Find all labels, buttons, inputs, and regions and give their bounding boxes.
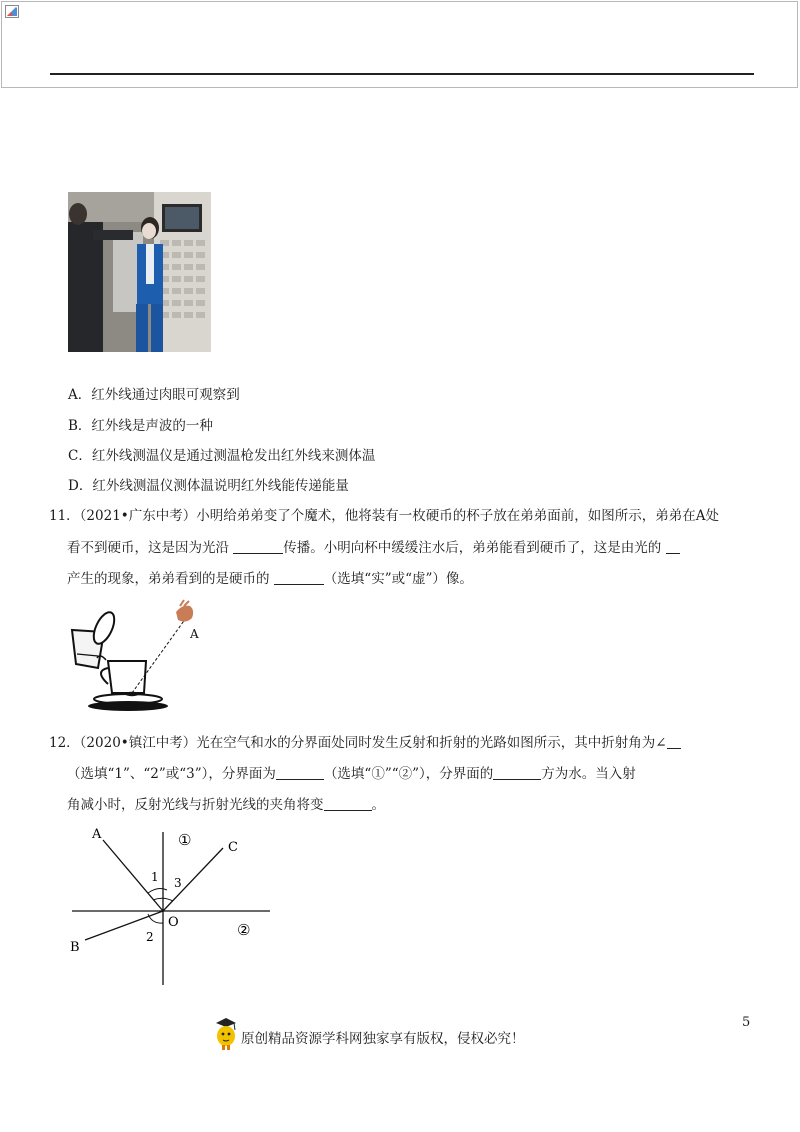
copyright-notice: 原创精品资源学科网独家享有版权，侵权必究！ [241, 1031, 525, 1047]
page-footer [213, 1017, 543, 1051]
answer-blank[interactable] [276, 765, 324, 780]
question-12-text: （选填“1”、“2”或“3”），分界面为 [67, 766, 276, 782]
answer-blank[interactable] [324, 796, 372, 811]
label-angle-1: 1 [151, 870, 159, 884]
header-rule [50, 73, 754, 75]
question-12-line-1 [49, 734, 681, 752]
question-12-line-2 [67, 765, 636, 783]
question-11-text: （选填“实”或“虚”）像。 [323, 571, 473, 587]
broken-image-icon [5, 5, 19, 18]
question-11-text: 产生的现象，弟弟看到的是硬币的 [67, 571, 274, 587]
answer-blank[interactable] [666, 539, 680, 554]
answer-blank[interactable] [493, 765, 541, 780]
question-12-line-3 [67, 796, 385, 814]
question-12-text: 12．（2020•镇江中考）光在空气和水的分界面处同时发生反射和折射的光路如图所示，其中折射角为∠ [49, 735, 667, 751]
point-a-label: A [190, 627, 199, 641]
label-o: O [168, 915, 179, 930]
answer-blank[interactable] [667, 734, 681, 749]
label-region-2: ② [237, 921, 251, 939]
option-d: D．红外线测温仪测体温说明红外线能传递能量 [68, 478, 349, 494]
label-angle-3: 3 [174, 876, 182, 890]
ray-oc [163, 848, 223, 911]
answer-blank[interactable] [233, 539, 283, 554]
label-angle-2: 2 [146, 930, 154, 944]
mascot-icon [213, 1017, 239, 1051]
label-region-1: ① [178, 831, 192, 849]
cup-coin-figure [64, 598, 204, 716]
light-path-diagram [60, 820, 280, 990]
answer-blank[interactable] [274, 570, 324, 585]
question-11-line-2 [67, 539, 680, 557]
option-a: A．红外线通过肉眼可观察到 [68, 387, 240, 403]
label-c: C [228, 840, 238, 855]
question-11-line-3 [67, 570, 473, 588]
page-header [1, 1, 798, 88]
question-12-text: （选填“①”“②”），分界面的 [323, 766, 494, 782]
label-b: B [70, 940, 80, 955]
thermometer-photo [68, 192, 211, 352]
question-11-line-1: 11．（2021•广东中考）小明给弟弟变了个魔术，他将装有一枚硬币的杯子放在弟弟面前，如图所示，弟弟在A处 [49, 508, 719, 524]
option-c: C．红外线测温仪是通过测温枪发出红外线来测体温 [68, 448, 376, 464]
label-a: A [92, 827, 102, 842]
question-12-text: 方为水。当入射 [541, 766, 636, 782]
option-b: B．红外线是声波的一种 [68, 418, 213, 434]
question-11-text: 看不到硬币，这是因为光沿 [67, 540, 234, 556]
question-11-text: 传播。小明向杯中缓缓注水后，弟弟能看到硬币了，这是由光的 [283, 540, 666, 556]
page-number: 5 [742, 1015, 751, 1030]
question-12-text: 角减小时，反射光线与折射光线的夹角将变 [67, 797, 324, 813]
question-12-text: 。 [371, 797, 385, 813]
